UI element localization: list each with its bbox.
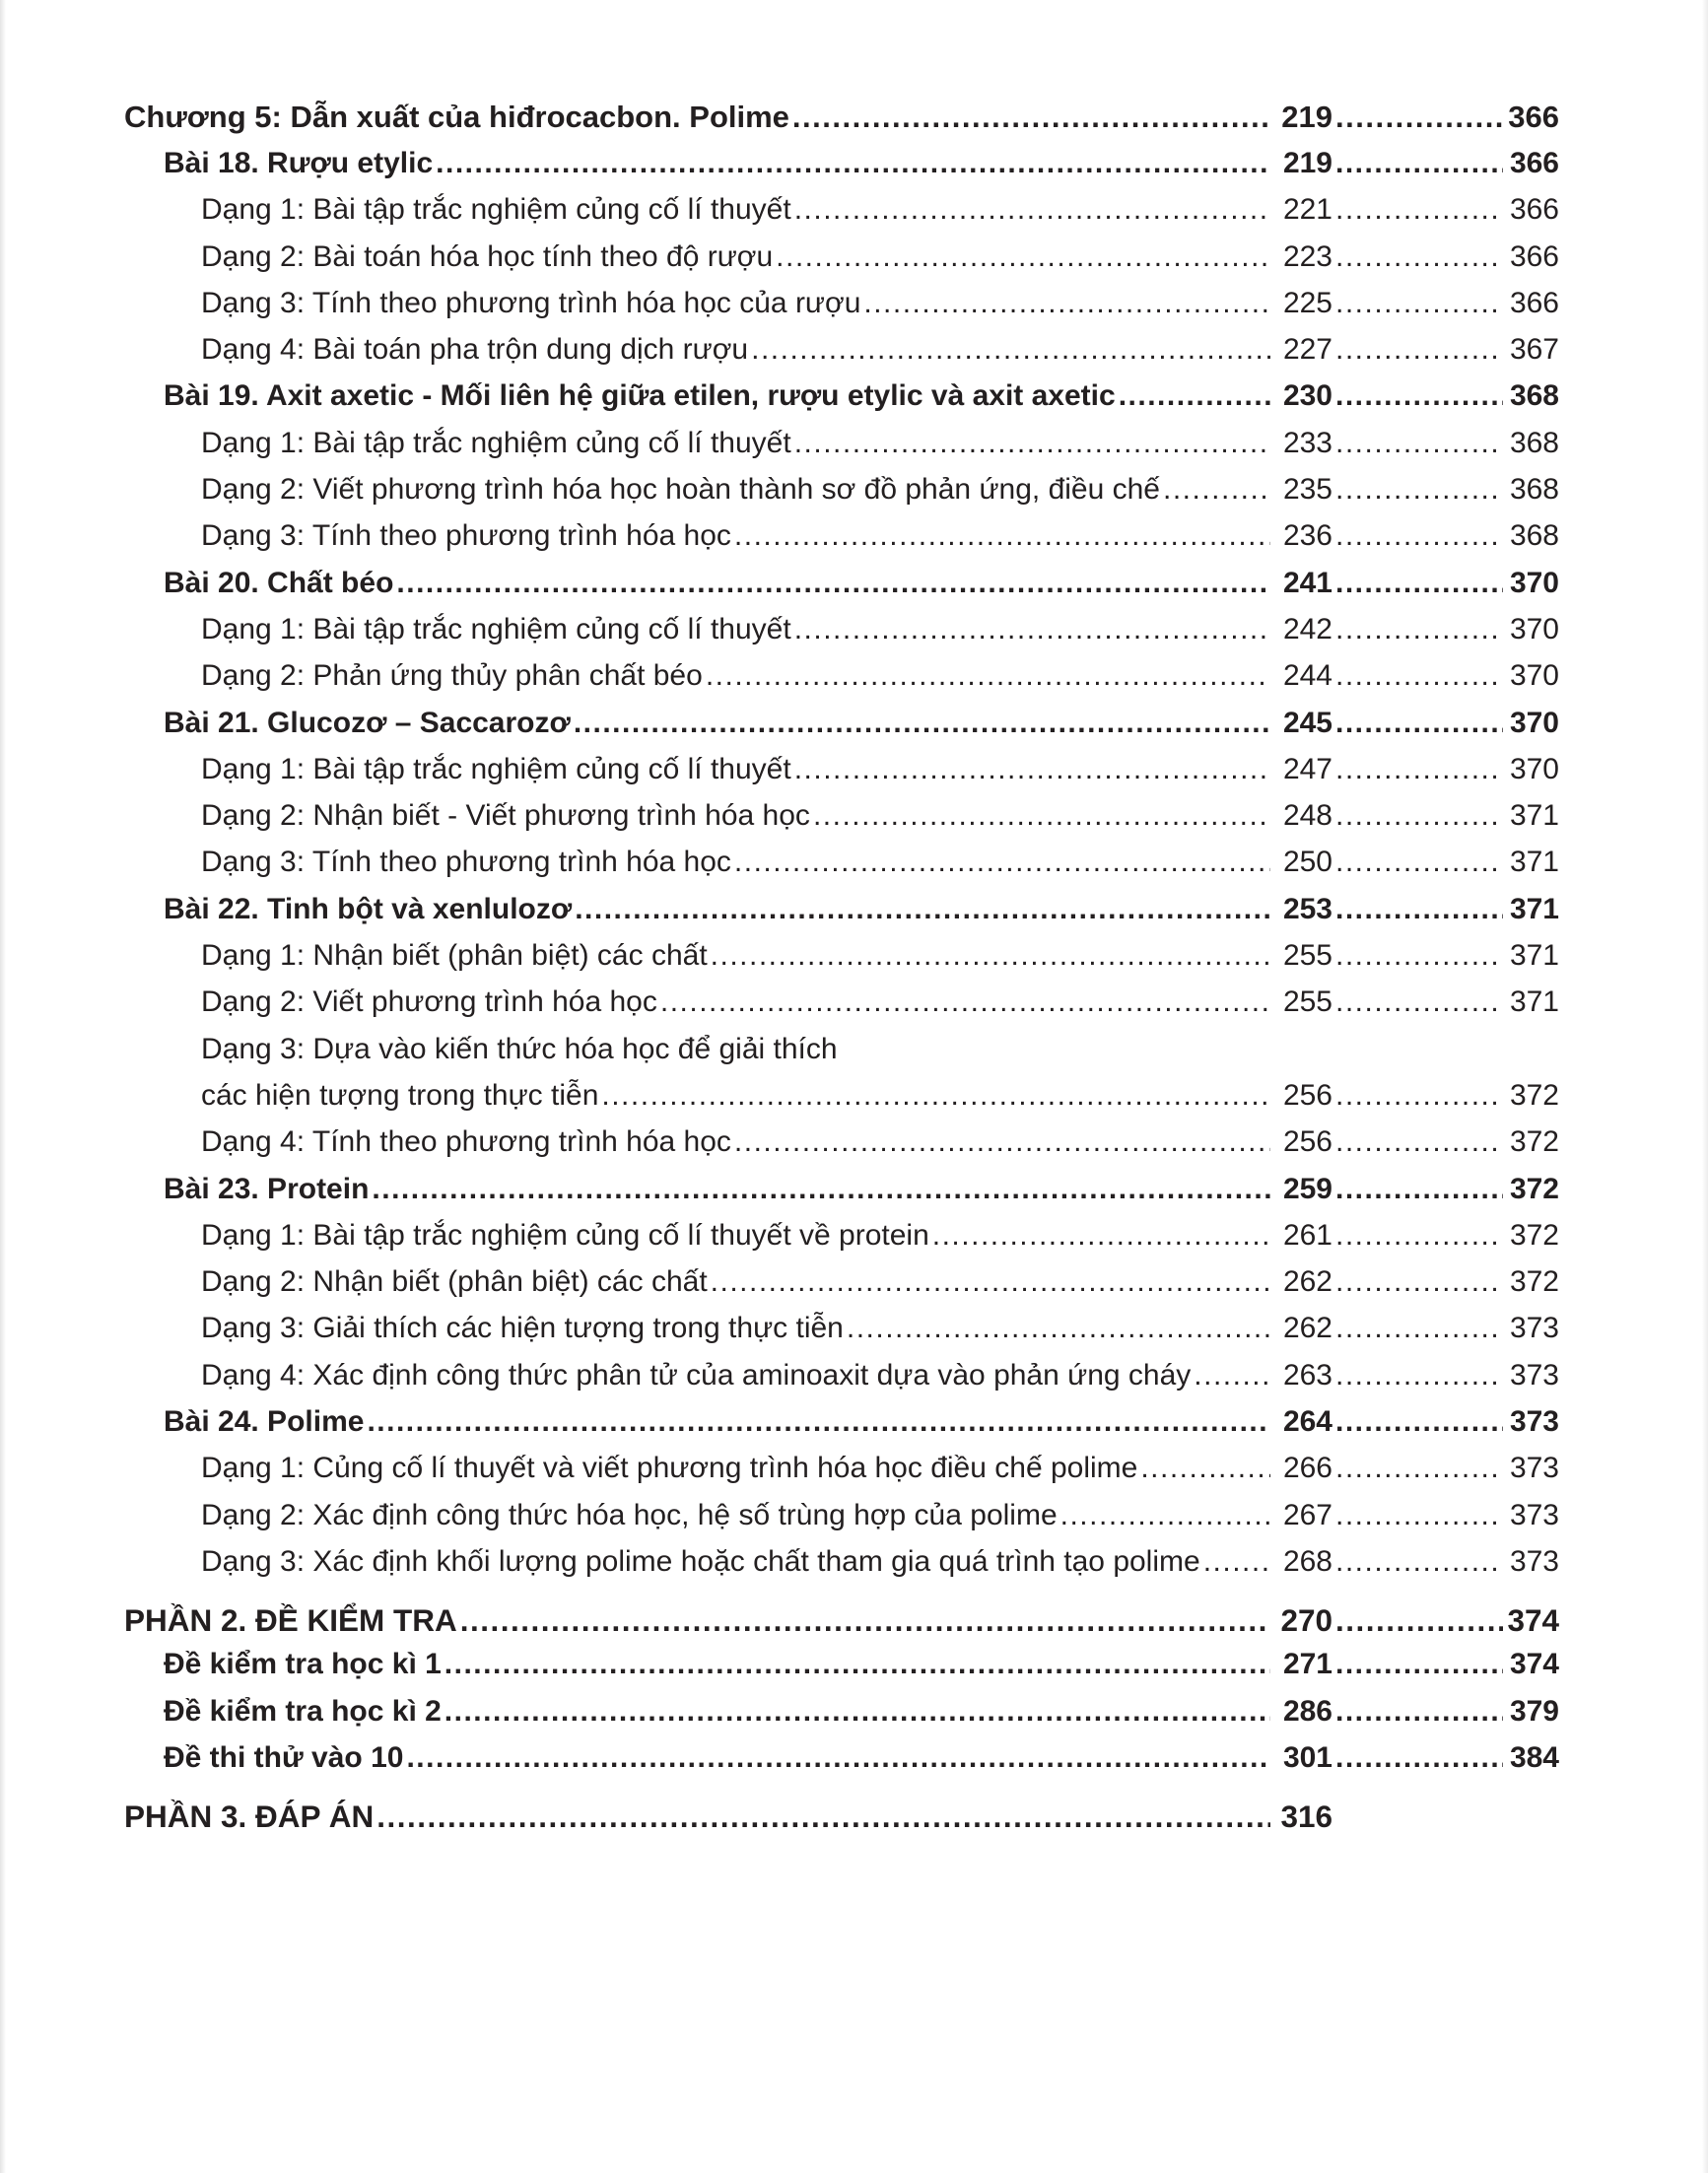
- toc-lesson: [124, 1735, 1559, 1782]
- toc-entry-title: Dạng 1: Bài tập trắc nghiệm củng cố lí thuyết: [201, 612, 791, 645]
- toc-answer-page-number: 373: [1509, 1312, 1559, 1345]
- toc-page-number: 255: [1282, 985, 1332, 1019]
- toc-lesson: [124, 1689, 1559, 1735]
- table-of-contents: [124, 102, 1559, 1838]
- toc-entry-title: Bài 19. Axit axetic - Mối liên hệ giữa etilen, rượu etylic và axit axetic: [164, 379, 1116, 413]
- toc-entry-title: Bài 20. Chất béo: [164, 566, 394, 599]
- dot-leader: [1194, 1361, 1270, 1391]
- dot-leader: [1335, 242, 1503, 272]
- dot-leader: [436, 149, 1270, 178]
- toc-entry-title: Dạng 2: Nhận biết (phân biệt) các chất: [201, 1265, 708, 1299]
- dot-leader: [1335, 1547, 1503, 1577]
- dot-leader: [734, 848, 1270, 877]
- dot-leader: [1060, 1501, 1270, 1530]
- dot-leader: [1119, 381, 1270, 411]
- dot-leader: [1335, 381, 1503, 411]
- toc-entry-title: Bài 22. Tinh bột và xenlulozơ: [164, 892, 573, 925]
- toc-answer-page-number: 368: [1509, 519, 1559, 553]
- toc-lesson: [124, 1167, 1559, 1213]
- dot-leader: [863, 289, 1270, 318]
- dot-leader: [734, 521, 1270, 551]
- toc-entry-title: Dạng 3: Dựa vào kiến thức hóa học để giải thích: [201, 1032, 838, 1065]
- dot-leader: [1335, 755, 1503, 784]
- toc-answer-page-number: 370: [1509, 566, 1559, 599]
- dot-leader: [1335, 1361, 1503, 1391]
- toc-page-number: 301: [1282, 1740, 1332, 1774]
- toc-page-number: 316: [1280, 1799, 1332, 1835]
- toc-answer-page-number: 372: [1509, 1172, 1559, 1205]
- toc-answer-page-number: 366: [1509, 193, 1559, 227]
- toc-exercise-type: [124, 980, 1559, 1026]
- dot-leader: [932, 1221, 1270, 1251]
- toc-answer-page-number: 373: [1509, 1498, 1559, 1531]
- toc-page-number: 230: [1282, 379, 1332, 413]
- toc-entry-title: Dạng 1: Bài tập trắc nghiệm củng cố lí thuyết: [201, 426, 791, 459]
- toc-exercise-type: [124, 1446, 1559, 1492]
- toc-entry-title: Dạng 3: Xác định khối lượng polime hoặc chất tham gia quá trình tạo polime: [201, 1544, 1200, 1578]
- dot-leader: [794, 755, 1270, 784]
- toc-page-number: 227: [1282, 333, 1332, 367]
- toc-page-number: 244: [1282, 659, 1332, 693]
- toc-entry-title: Dạng 2: Viết phương trình hóa học: [201, 985, 657, 1019]
- dot-leader: [1335, 149, 1503, 178]
- toc-answer-page-number: 367: [1509, 333, 1559, 367]
- toc-lesson: [124, 887, 1559, 933]
- dot-leader: [1335, 987, 1503, 1017]
- toc-page-number: 271: [1282, 1648, 1332, 1681]
- toc-exercise-type: [124, 327, 1559, 373]
- dot-leader: [1335, 289, 1503, 318]
- dot-leader: [794, 429, 1270, 458]
- toc-answer-page-number: 366: [1509, 239, 1559, 273]
- dot-leader: [376, 1801, 1270, 1831]
- dot-leader: [444, 1697, 1270, 1727]
- toc-page-number: 256: [1282, 1078, 1332, 1112]
- toc-entry-title: Dạng 1: Bài tập trắc nghiệm củng cố lí thuyết: [201, 752, 791, 785]
- toc-chapter: [124, 102, 1559, 141]
- toc-answer-page-number: 371: [1509, 985, 1559, 1019]
- toc-answer-page-number: 373: [1509, 1544, 1559, 1578]
- dot-leader: [444, 1650, 1270, 1679]
- dot-leader: [1335, 1175, 1503, 1204]
- toc-page-number: 225: [1282, 286, 1332, 319]
- dot-leader: [1335, 1407, 1503, 1437]
- dot-leader: [1335, 941, 1503, 971]
- dot-leader: [734, 1127, 1270, 1157]
- toc-exercise-type: [124, 933, 1559, 980]
- toc-answer-page-number: 368: [1509, 379, 1559, 413]
- dot-leader: [794, 195, 1270, 225]
- dot-leader: [794, 615, 1270, 645]
- dot-leader: [1335, 709, 1503, 738]
- toc-answer-page-number: 370: [1509, 659, 1559, 693]
- toc-entry-title: Dạng 2: Xác định công thức hóa học, hệ số trùng hợp của polime: [201, 1498, 1058, 1531]
- toc-answer-page-number: 371: [1509, 892, 1559, 925]
- toc-answer-page-number: 379: [1509, 1694, 1559, 1728]
- toc-page-number: 219: [1281, 100, 1332, 134]
- toc-answer-page-number: 370: [1509, 752, 1559, 785]
- dot-leader: [1335, 1501, 1503, 1530]
- toc-answer-page-number: 366: [1508, 100, 1559, 134]
- toc-lesson: [124, 561, 1559, 607]
- toc-entry-title: Dạng 1: Củng cố lí thuyết và viết phương trình hóa học điều chế polime: [201, 1452, 1138, 1485]
- toc-answer-page-number: 366: [1509, 147, 1559, 179]
- toc-exercise-type: [124, 1306, 1559, 1352]
- toc-page-number: 245: [1282, 706, 1332, 739]
- toc-exercise-type: [124, 187, 1559, 234]
- dot-leader: [1335, 521, 1503, 551]
- toc-page-number: 235: [1282, 473, 1332, 507]
- toc-answer-page-number: 372: [1509, 1265, 1559, 1299]
- dot-leader: [1335, 335, 1503, 365]
- dot-leader: [1335, 195, 1503, 225]
- toc-answer-page-number: 374: [1509, 1648, 1559, 1681]
- dot-leader: [396, 569, 1270, 598]
- toc-entry-title: Dạng 3: Tính theo phương trình hóa học: [201, 846, 731, 879]
- toc-page-number: 236: [1282, 519, 1332, 553]
- dot-leader: [1335, 475, 1503, 505]
- toc-entry-title: Bài 18. Rượu etylic: [164, 147, 434, 179]
- toc-page-number: 223: [1282, 239, 1332, 273]
- dot-leader: [372, 1175, 1270, 1204]
- toc-part-heading: [124, 1586, 1559, 1642]
- dot-leader: [1335, 615, 1503, 645]
- toc-page-number: 262: [1282, 1312, 1332, 1345]
- dot-leader: [1335, 1267, 1503, 1297]
- toc-entry-title: Dạng 1: Bài tập trắc nghiệm củng cố lí thuyết: [201, 193, 791, 227]
- toc-page-number: 256: [1282, 1125, 1332, 1159]
- toc-entry-title: Đề thi thử vào 10: [164, 1740, 404, 1774]
- toc-entry-title: các hiện tượng trong thực tiễn: [201, 1078, 599, 1112]
- dot-leader: [792, 102, 1270, 132]
- dot-leader: [1335, 429, 1503, 458]
- toc-entry-title: Bài 24. Polime: [164, 1405, 365, 1439]
- dot-leader: [706, 661, 1270, 691]
- toc-page-number: 253: [1282, 892, 1332, 925]
- toc-answer-page-number: 374: [1507, 1602, 1559, 1639]
- toc-exercise-type: [124, 1353, 1559, 1399]
- toc-entry-title: Bài 21. Glucozơ – Saccarozơ: [164, 706, 571, 739]
- toc-page-number: 221: [1282, 193, 1332, 227]
- dot-leader: [711, 941, 1270, 971]
- dot-leader: [847, 1314, 1270, 1343]
- toc-answer-page-number: 373: [1509, 1452, 1559, 1485]
- toc-exercise-type: [124, 467, 1559, 513]
- dot-leader: [601, 1081, 1270, 1111]
- toc-entry-title: Dạng 2: Viết phương trình hóa học hoàn thành sơ đồ phản ứng, điều chế: [201, 473, 1160, 507]
- toc-answer-page-number: 366: [1509, 286, 1559, 319]
- toc-answer-page-number: 384: [1509, 1740, 1559, 1774]
- toc-entry-title: Đề kiểm tra học kì 1: [164, 1648, 442, 1681]
- toc-page-number: 264: [1282, 1405, 1332, 1439]
- dot-leader: [574, 709, 1270, 738]
- dot-leader: [660, 987, 1270, 1017]
- dot-leader: [575, 895, 1270, 924]
- toc-entry-title: Dạng 2: Phản ứng thủy phân chất béo: [201, 659, 703, 693]
- dot-leader: [1335, 1697, 1503, 1727]
- toc-page-number: 267: [1282, 1498, 1332, 1531]
- toc-page-number: 242: [1282, 612, 1332, 645]
- toc-answer-page-number: 368: [1509, 473, 1559, 507]
- dot-leader: [1203, 1547, 1270, 1577]
- toc-exercise-type: [124, 653, 1559, 700]
- dot-leader: [711, 1267, 1270, 1297]
- toc-entry-title: Dạng 3: Tính theo phương trình hóa học: [201, 519, 731, 553]
- dot-leader: [1335, 1221, 1503, 1251]
- dot-leader: [1335, 895, 1503, 924]
- toc-exercise-type: [124, 1073, 1559, 1120]
- toc-exercise-type: [124, 281, 1559, 327]
- dot-leader: [1335, 1605, 1503, 1635]
- dot-leader: [1335, 1650, 1503, 1679]
- toc-answer-page-number: 373: [1509, 1358, 1559, 1392]
- dot-leader: [751, 335, 1270, 365]
- toc-part-heading: [124, 1782, 1559, 1838]
- dot-leader: [460, 1605, 1270, 1635]
- toc-page-number: 233: [1282, 426, 1332, 459]
- toc-exercise-type: [124, 1213, 1559, 1259]
- toc-entry-title: Dạng 2: Nhận biết - Viết phương trình hóa học: [201, 799, 810, 833]
- toc-answer-page-number: 372: [1509, 1218, 1559, 1252]
- dot-leader: [1335, 1127, 1503, 1157]
- toc-answer-page-number: 371: [1509, 799, 1559, 833]
- toc-entry-title: Dạng 2: Bài toán hóa học tính theo độ rượu: [201, 239, 774, 273]
- dot-leader: [1140, 1454, 1270, 1483]
- toc-entry-title: Dạng 4: Xác định công thức phân tử của aminoaxit dựa vào phản ứng cháy: [201, 1358, 1192, 1392]
- toc-entry-title: Dạng 3: Giải thích các hiện tượng trong thực tiễn: [201, 1312, 844, 1345]
- toc-entry-title: Đề kiểm tra học kì 2: [164, 1694, 442, 1728]
- toc-page-number: 248: [1282, 799, 1332, 833]
- toc-page-number: 286: [1282, 1694, 1332, 1728]
- dot-leader: [1335, 661, 1503, 691]
- toc-exercise-type: [124, 421, 1559, 467]
- toc-page-number: 250: [1282, 846, 1332, 879]
- toc-exercise-type: [124, 1120, 1559, 1166]
- toc-answer-page-number: 373: [1509, 1405, 1559, 1439]
- toc-entry-title: PHẦN 3. ĐÁP ÁN: [124, 1799, 375, 1835]
- toc-lesson: [124, 141, 1559, 187]
- dot-leader: [1163, 475, 1270, 505]
- toc-exercise-type: [124, 1493, 1559, 1539]
- dot-leader: [1335, 1454, 1503, 1483]
- toc-lesson: [124, 1642, 1559, 1688]
- toc-page-number: 261: [1282, 1218, 1332, 1252]
- dot-leader: [1335, 1743, 1503, 1773]
- dot-leader: [1335, 569, 1503, 598]
- toc-answer-page-number: 370: [1509, 612, 1559, 645]
- toc-entry-title: Dạng 3: Tính theo phương trình hóa học của rượu: [201, 286, 861, 319]
- toc-entry-title: Dạng 1: Bài tập trắc nghiệm củng cố lí thuyết về protein: [201, 1218, 929, 1252]
- toc-answer-page-number: 368: [1509, 426, 1559, 459]
- toc-exercise-type: [124, 513, 1559, 560]
- dot-leader: [367, 1407, 1270, 1437]
- toc-answer-page-number: 371: [1509, 846, 1559, 879]
- toc-page-number: 255: [1282, 939, 1332, 973]
- dot-leader: [776, 242, 1270, 272]
- toc-exercise-type: [124, 793, 1559, 840]
- toc-exercise-type: [124, 1259, 1559, 1306]
- toc-page-number: 247: [1282, 752, 1332, 785]
- dot-leader: [1335, 102, 1503, 132]
- toc-entry-title: Dạng 4: Bài toán pha trộn dung dịch rượu: [201, 333, 749, 367]
- toc-answer-page-number: 372: [1509, 1078, 1559, 1112]
- toc-entry-title: Chương 5: Dẫn xuất của hiđrocacbon. Polime: [124, 100, 789, 134]
- dot-leader: [406, 1743, 1270, 1773]
- toc-entry-title: Bài 23. Protein: [164, 1172, 370, 1205]
- toc-answer-page-number: 371: [1509, 939, 1559, 973]
- page-edge-left: [0, 0, 6, 2173]
- toc-exercise-type: [124, 1539, 1559, 1586]
- toc-page-number: 241: [1282, 566, 1332, 599]
- dot-leader: [813, 801, 1270, 831]
- toc-exercise-type: [124, 607, 1559, 653]
- toc-page-number: 268: [1282, 1544, 1332, 1578]
- toc-exercise-type: [124, 747, 1559, 793]
- toc-entry-title: PHẦN 2. ĐỀ KIỂM TRA: [124, 1602, 457, 1639]
- toc-lesson: [124, 1399, 1559, 1446]
- dot-leader: [1335, 801, 1503, 831]
- toc-page-number: 263: [1282, 1358, 1332, 1392]
- toc-entry-title: Dạng 1: Nhận biết (phân biệt) các chất: [201, 939, 708, 973]
- toc-answer-page-number: 370: [1509, 706, 1559, 739]
- toc-page-number: 266: [1282, 1452, 1332, 1485]
- dot-leader: [1335, 848, 1503, 877]
- page-edge-right: [1702, 0, 1708, 2173]
- toc-page-number: 262: [1282, 1265, 1332, 1299]
- toc-page-number: 270: [1280, 1602, 1332, 1639]
- dot-leader: [1335, 1081, 1503, 1111]
- toc-page-number: 259: [1282, 1172, 1332, 1205]
- toc-answer-page-number: 372: [1509, 1125, 1559, 1159]
- toc-page-number: 219: [1282, 147, 1332, 179]
- toc-exercise-type: [124, 1027, 1559, 1073]
- toc-lesson: [124, 701, 1559, 747]
- dot-leader: [1335, 1314, 1503, 1343]
- toc-exercise-type: [124, 235, 1559, 281]
- toc-entry-title: Dạng 4: Tính theo phương trình hóa học: [201, 1125, 731, 1159]
- toc-exercise-type: [124, 840, 1559, 886]
- toc-lesson: [124, 373, 1559, 420]
